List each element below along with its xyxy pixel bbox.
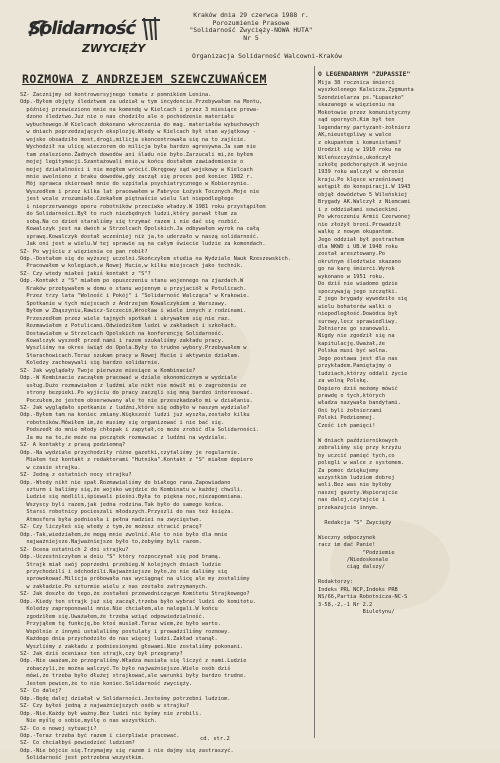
issue-number: Nr 5	[243, 33, 259, 42]
issue-info	[186, 12, 316, 42]
continued-note: cd. str.2	[200, 736, 230, 742]
masthead-logo	[22, 12, 172, 56]
interview-text: SZ- Zacznijmy od kontrowersyjnego tematu z pomnikiem Lenina. Odp.-Byłem objęty śledztwem za udział w tym incydencie.Przebywałem na Montu, później przewieziono mnie na komendę w Kielcach i przez 3 miesiące prowa- dzono śledztwo.Już nie o nas chodziło ale o pochodzenie materiału wybuchowego.W Kielcach dokonano wkroczenia do mag. materiałów wybuchowych w dniach poprzedzających eksplozję.Wtedy w Kielcach był stan wyjątkowy - wojsko obsadziło most,drogi,milicja skoncentrowała się na to zajście. Wychodził na ulicę wieczorem do milicja była bardzo agresywna.Ja sam nie tam znaleziono.Żadnych dowodów ani śladu nie było.Zarzucali mi,że byłem mojej legitymacji.Szantażowali mnie,w końcu dostałem zawiadomienie o mojej działalności i nie mogłem wrócić.Okręgowy sąd wojskowy w Kielcach mnie uwolniono z braku dowodów,gdy zaczął się proces pod koniec 1982 r. Mój sprawca skierował mnie do szpitala psychiatrycznego w Kobierzynie. Wyszedłem i przez kilka lat pracowałem w Fabryce Łożysk Tocznych.Moje nie jest wcale zrozumiałe.Czekałem piętnaście wielu lat niepodległego i nieprzerwanego oporu robotników przeciwko władzy.W 1981 roku przystąpiłem do Solidarności.Był to ruch niezbędnych ludzi,który porwał tłum za sobą.Na co dzień staraliśmy się trzymać razem i nie dać się rozbić. Kowalczyk jest na dwóch w Strzelcach Opolskich.Ja odbywałem wyrok na całą sprawę.Kowalczyk dostał wcześniej niż ja,to uderzało w naszą solidarność. Jak oni jest w wielu.W tej sprawie są na całym świecie ludzie za komendach. SZ- Po wyjściu z więzienia co pan robił? Odp.-Dostałem się do wyższej uczelni.Skończyłem studia na Wydziale Nauk Rzeszowskich. Pracowałem w kolegiach,w Nowej Hucie,w kilku miejscach jako technik. SZ- Czy wtedy miałeś jakiś kontakt z "S"? Odp.-Kontakt z "S" miałem po opuszczeniu stanu wojennego na zjazdach.W Kraków przebywałem w domu o stanu wojennym u przyjaciół w Potulicach. Przez trzy lata "Wolność i Pokój" i "Solidarność Walcząca" w Krakowie. Spotkanie w tych miejscach z Andrzejem Kowalczykiem z Warszawy. Byłem w Zbąszyniu,Rawicz-Szczecin,Wrocław i wiele innych z rodzinami. Przeszedłem przez wiele tajnych spotkań i ukrywałem się nie raz. Rozmawiałem z Potulicami.Odwiedziłem ludzi w zakładach i szkołach. Dostawiałem w Strzelcach Opolskich na konferencję Solidarność. Kowalczyk wyszedł przed nami i razem szukaliśmy zakładu pracy. Wyszliśmy na okres świąt do Opola.Były to trudne wybory.Przebywałem w Starachowicach.Teraz szukam pracy w Nowej Hucie i aktywnie działam. Koledzy zachowywali się bardzo solidarnie. SZ- Jak wyglądały Twoje pierwsze miesiące w Kombinacie? Odp.-W Kombinacie zacząłem pracować w dziale ekonomicznym w wydziale usług.Dużo rozmawiałem z ludźmi ale nikt nie mówił mi o zagrożeniu ze strony bezpieki.Po wyjściu do pracy zaczęli się mną bardzo interesować. Poczułem,że jestem obserwowany ale to nie przeszkadzało mi w działaniu. SZ- Jak wyglądało spotkanie z ludźmi,które się odbyło w naszym wydziale? Odp.-Byłem tam na koniec zmiany.Większość ludzi już wyszła,zostało kilku robotników.Mówiłem im,że musimy się organizować i nie bać się. Podszedł do mnie młody chłopak i zapytał,co może zrobić dla Solidarności. Ja mu na to,że może na początek rozmawiać z ludźmi na wydziale. SZ- A kontakty z prasą podziemną? Odp.-Na wydziale przychodziły różne gazetki,czytaliśmy je regularnie. Miałem też kontakt z redaktorami "Hutnika".Kontakt z "S" miałem dopiero w czasie strajku. SZ- Jedną z ostatnich nocy strajku? Odp.-Wtedy nikt nie spał.Rozmawialiśmy do białego rana.Zapowiadano szturm i baliśmy się,że wojsko wejdzie do Kombinatu w każdej chwili. Ludzie się modlili,śpiewali pieśni.Była to piękna noc,niezapomniana. Wszyscy byli razem,jak jedna rodzina.Tak było do samego końca. Starsi robotnicy pocieszali młodszych.Przyszli do nas też księża. Atmosfera była podniosła i pełna nadziei na zwycięstwo. SZ- Czy liczyłeś się wtedy z tym,że możesz stracić pracę? Odp.-Tak,wiedziałem,że mogą mnie zwolnić.Ale to nie było dla mnie najważniejsze.Najważniejsze było to,żebyśmy byli razem. SZ- Ocena ostatnich 2 dni strajku? Odp.-Uczestniczyłem w dniu "S" który rozpoczynał się pod bramą. Strajk miał swój poprzedni przebieg.W kolejnych dniach ludzie przychodzili i odchodzili.Najważniejsze było,że nie daliśmy się sprowokować.Milicja próbowała nas wyciągnąć na ulicę ale my zostaliśmy w zakładzie.Po szturmie wielu z nas zostało zatrzymanych. SZ- Jak doszło do tego,że zostałeś przewodniczącym Komitetu Strajkowego? Odp.-Kiedy ten strajk już się zaczął,trzeba było wybrać ludzi do komitetu. Koledzy zaproponowali mnie.Nie chciałem,ale nalegali.W końcu zgodziłem się.Uważałem,że trzeba wziąć odpowiedzialność. Przyjąłem tę funkcję,bo ktoś musiał.Teraz wiem,że było warto. Wspólnie z innymi ustalaliśmy postulaty i prowadziliśmy rozmowy. Każdego dnia przychodziło do nas więcej ludzi.Zakład stanął. Wyszliśmy z zakładu z podniesionymi głowami.Nie zostaliśmy pokonani. SZ- Jak dziś oceniasz ten strajk,czy był przegrany? Odp.-Nie uważam,że przegraliśmy.Władza musiała się liczyć z nami.Ludzie zobaczyli,że można walczyć.To było najważniejsze.Wiele osób dziś mówi,że trzeba było dłużej strajkować,ale warunki były bardzo trudne. Jestem pewien,że to nie koniec.Solidarność zwycięży. SZ- Co dalej? Odp.-Będę dalej działał w Solidarności.Jesteśmy potrzebni ludziom. SZ- Czy byłeś jedną z najważniejszych osób w strajku? Odp.-Nie.Każdy był ważny.Bez ludzi nic byśmy nie zrobili. Nie myślę o sobie,myślę o nas wszystkich. SZ- Co o nowej sytuacji? Odp.-Teraz trzeba być razem i cierpliwie pracować. SZ- Co chciałbyś powiedzieć ludziom? Odp.-Nie bójcie się.Trzymajmy się razem i nie dajmy się zastraszyć. Solidarność jest potrzebna wszystkim.	[20, 92, 292, 762]
publication-name: "Solidarność Zwycięży-NOWA HUTA"	[189, 26, 313, 35]
article-headline: ROZMOWA Z ANDRZEJEM SZEWCZUWAŃCEM	[22, 72, 267, 86]
sidebar-article-title: O LEGENDARNYM "ZUPASSIE"	[318, 70, 411, 78]
column-divider	[314, 66, 315, 738]
press-agreement: Porozumienie Prasowe	[212, 18, 290, 27]
organization-line: Organizacja Solidarność Walcowni-Kraków	[192, 52, 343, 60]
issue-date: Kraków dnia 29 czerwca 1988 r.	[193, 11, 309, 19]
logo-subtitle: ZWYCIĘŻY	[82, 42, 146, 55]
logo-text: Solidarność	[28, 18, 136, 39]
sidebar-article-text: Mija 38 rocznica śmierci wyszkolonego Kaleicza,Zygmunta Szendzielarza ps."Łupaszko" skazanego w więzieniu na Mokotowie przez komunistyczny sąd opornych.Kim był ten legendarny partyzant-żołnierz AK,nieustępliwy w walce z okupantem i komunistami? Urodził się w 1910 roku na Wileńszczyźnie,ukończył szkołę podchorążych.W wojnie 1939 roku walczył w obronie kraju.Po klęsce wrześniowej wstąpił do konspiracji.W 1943 objął dowództwo 5 Wileńskiej Brygady AK.Walczył z Niemcami i z oddziałami sowieckimi. Po wkroczeniu Armii Czerwonej nie złożył broni.Prowadził walkę z nowym okupantem. Jego oddział był postrachem dla NKWD i UB.W 1948 roku został aresztowany.Po okrutnym śledztwie skazano go na karę śmierci.Wyrok wykonano w 1951 roku. Do dziś nie wiadomo gdzie spoczywają jego szczątki. Z jego brygady wywodziło się wielu bohaterów walki o niepodległość.Dowódca był surowy,lecz sprawiedliwy. Żołnierze go szanowali. Nigdy nie zgodził się na kapitulację.Uważał,że Polska musi być wolna. Jego postawa jest dla nas przykładem.Pamiętajmy o ludziach,którzy oddali życie za wolną Polskę. Dopiero dziś możemy mówić prawdę o tych,których władza nazywała bandytami. Oni byli żołnierzami Polski Podziemnej. Cześć ich pamięci! W dniach październikowych zebraliśmy się przy krzyżu by uczcić pamięć tych,co polegli w walce z systemem. Za pomoc dziękujemy wszystkim ludziom dobrej woli.Bez was nie byłoby naszej gazety.Wspierajcie nas dalej,czytajcie i przekazujcie innym. Redakcja "S" Zwycięży Wieczny odpoczynek racz im dać Panie! "Podziemie /Niedoskonale ciąg dalszy/ Redaktorzy: Indeks PRL NCP,Indeks PRB NS/66,Partia Robotnicza-NC-S 3-58,-2,-1 Nr 2.2 Biuletynu/	[318, 80, 414, 616]
